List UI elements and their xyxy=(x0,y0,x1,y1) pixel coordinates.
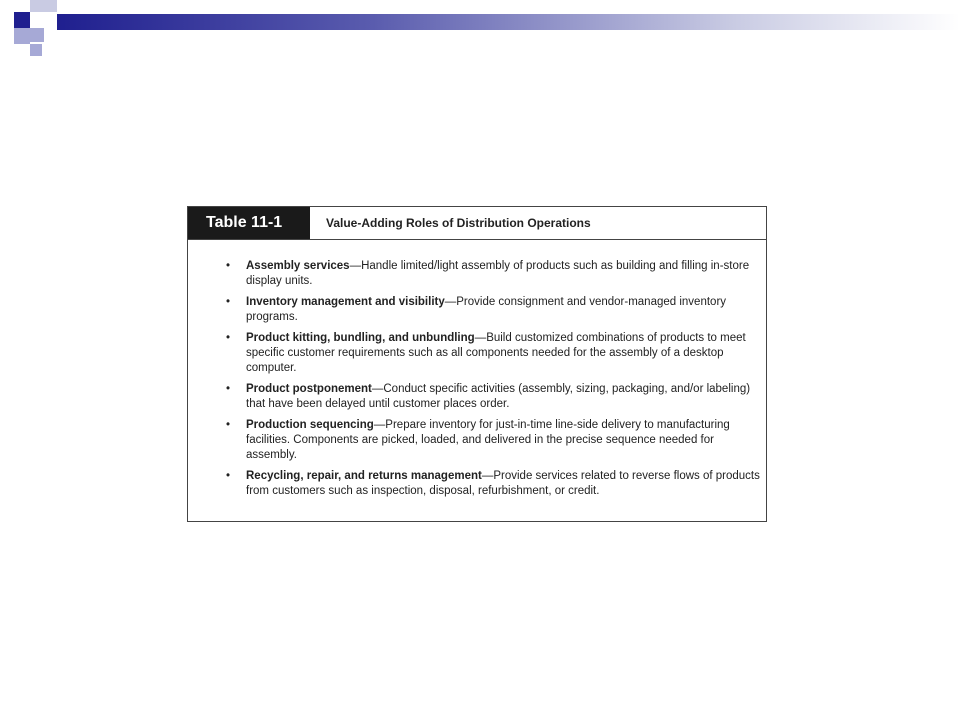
item-term: Product kitting, bundling, and unbundling xyxy=(246,332,475,344)
list-item xyxy=(226,295,766,325)
table-title: Value-Adding Roles of Distribution Operations xyxy=(326,216,591,230)
title-gradient-bar xyxy=(57,14,960,30)
item-term: Product postponement xyxy=(246,383,372,395)
bullet-icon: • xyxy=(226,332,231,344)
item-description: —Prepare inventory for just-in-time line-side delivery to manufacturing facilities. Components are picked, loaded, and delivered in the precise sequence needed for assembly. xyxy=(246,419,730,461)
table-label: Table 11-1 xyxy=(188,207,310,239)
roles-list xyxy=(226,259,766,505)
decor-square xyxy=(30,44,42,56)
bullet-icon: • xyxy=(226,419,231,431)
bullet-icon: • xyxy=(226,470,231,482)
item-term: Inventory management and visibility xyxy=(246,296,445,308)
decor-square xyxy=(14,28,30,44)
list-item xyxy=(226,418,766,463)
list-item xyxy=(226,331,766,376)
decor-square xyxy=(30,28,44,42)
list-item xyxy=(226,382,766,412)
bullet-icon: • xyxy=(226,296,231,308)
item-description: —Handle limited/light assembly of products such as building and filling in-store display units. xyxy=(246,260,750,287)
list-item xyxy=(226,469,766,499)
item-term: Recycling, repair, and returns management xyxy=(246,470,482,482)
decor-square xyxy=(14,12,30,28)
table-header xyxy=(188,207,766,240)
bullet-icon: • xyxy=(226,383,231,395)
item-term: Assembly services xyxy=(246,260,350,272)
item-term: Production sequencing xyxy=(246,419,374,431)
item-description: —Provide services related to reverse flows of products from customers such as inspection, disposal, refurbishment, or credit. xyxy=(246,470,760,497)
bullet-icon: • xyxy=(226,260,231,272)
item-description: —Provide consignment and vendor-managed inventory programs. xyxy=(246,296,727,323)
list-item xyxy=(226,259,766,289)
table-figure xyxy=(187,206,767,522)
decor-square xyxy=(43,0,57,12)
item-description: —Conduct specific activities (assembly, sizing, packaging, and/or labeling) that have been delayed until customer places order. xyxy=(246,383,751,410)
decor-square xyxy=(30,0,44,12)
item-description: —Build customized combinations of products to meet specific customer requirements such as all components needed for the assembly of a desktop computer. xyxy=(246,332,746,374)
